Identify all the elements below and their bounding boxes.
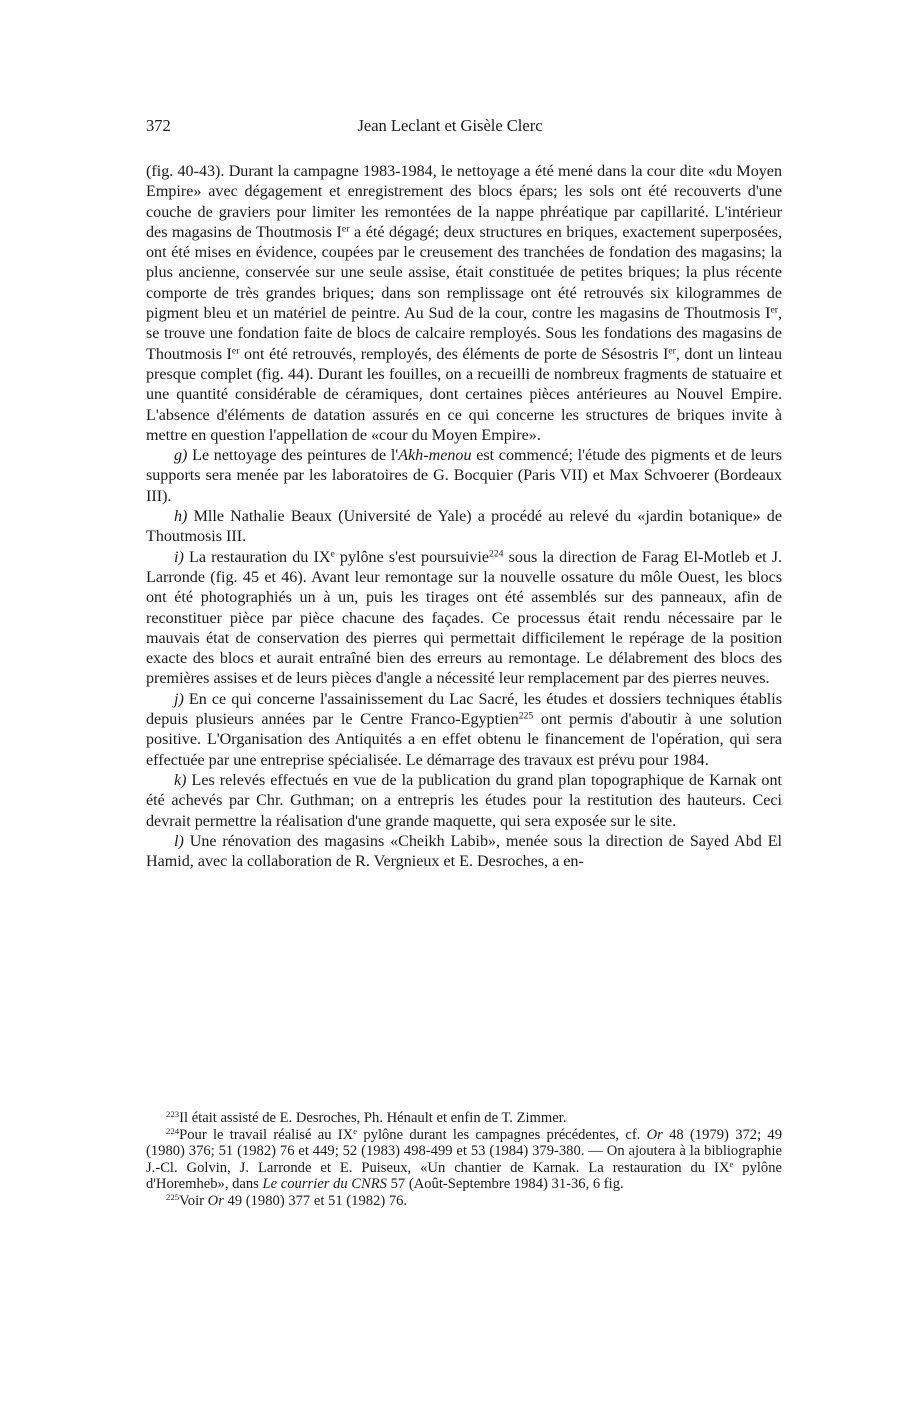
paragraph-h: h) Mlle Nathalie Beaux (Université de Yale) a procédé au relevé du «jardin botanique» de Thoutmosis III.: [146, 508, 782, 546]
footnote-224: $^{224}$Pour le travail réalisé au IXe pylône durant les campagnes précédentes, cf. Or 48 (1979) 372; 49 (1980) 376; 51 (1982) 76 et 449; 52 (1983) 498-499 et 53 (1984) 379-380. — On ajoutera à la bibliographie J.-Cl. Golvin, J. Larronde et E. Puiseux, «Un chantier de Karnak. La restauration du IXe pylône d'Horemheb», dans Le courrier du CNRS 57 (Août-Septembre 1984) 31-36, 6 fig.: [146, 1125, 783, 1193]
paragraph-j: j) En ce qui concerne l'assainissement du Lac Sacré, les études et dossiers techniques établis depuis plusieurs années par le Centre Franco-Egyptien$^{225}$ ont permis d'aboutir à une solution positive. L'Organisation des Antiquités a en effet obtenu le financement de l'opération, qui sera effectuée par une entreprise spécialisée. Le démarrage des travaux est prévu pour 1984.: [146, 690, 782, 769]
item-marker: l): [174, 832, 184, 850]
footnote-223: $^{223}$Il était assisté de E. Desroches, Ph. Hénault et enfin de T. Zimmer.: [166, 1109, 567, 1126]
item-marker: i): [174, 548, 184, 566]
footnotes: [146, 1110, 782, 1210]
item-marker: h): [174, 508, 188, 526]
item-marker: k): [174, 771, 187, 789]
footnote-225: $^{225}$Voir Or 49 (1980) 377 et 51 (1982) 76.: [166, 1192, 408, 1209]
paragraph-i: i) La restauration du IXe pylône s'est poursuivie$^{224}$ sous la direction de Farag El-Motleb et J. Larronde (fig. 45 et 46). Avant leur remontage sur la nouvelle ossature du môle Ouest, les blocs ont été photographiés un à un, puis les tirages ont été assemblés sur des panneaux, afin de reconstituer pièce par pièce chacune des façades. Ce processus était rendu nécessaire par le mauvais état de conservation des pierres qui permettait difficilement le repérage de la position exacte des blocs et aurait entraîné bien des erreurs au remontage. Le délabrement des blocs des premières assises et de leurs pièces d'angle a nécessité leur remplacement par des pierres neuves.: [146, 548, 783, 688]
footnote-number: 223: [166, 1109, 180, 1120]
footnote-number: 224: [166, 1125, 180, 1136]
footnote-number: 225: [166, 1192, 180, 1203]
item-marker: j): [174, 690, 184, 708]
paragraph-l: l) Une rénovation des magasins «Cheikh Labib», menée sous la direction de Sayed Abd El Hamid, avec la collaboration de R. Vergnieux et E. Desroches, a en-: [146, 832, 782, 871]
paragraph-cour-moyen-empire: (fig. 40-43). Durant la campagne 1983-1984, le nettoyage a été mené dans la cour dite «du Moyen Empire» avec dégagement et enregistrement des blocs épars; les sols ont été recouverts d'une couche de graviers pour limiter les remontées de la nappe phréatique par capillarité. L'intérieur des magasins de Thoutmosis Ier a été dégagé; deux structures en briques, exactement superposées, ont été mises en évidence, coupées par le creusement des tranchées de fondation des magasins; la plus ancienne, conservée sur une seule assise, était constituée de petites briques; la plus récente comporte de très grandes briques; dans son remplissage ont été retrouvés six kilogrammes de pigment bleu et un matériel de peintre. Au Sud de la cour, contre les magasins de Thoutmosis Ier, se trouve une fondation faite de blocs de calcaire remployés. Sous les fondations des magasins de Thoutmosis Ier ont été retrouvés, remployés, des éléments de porte de Sésostris Ier, dont un linteau presque complet (fig. 44). Durant les fouilles, on a recueilli de nombreux fragments de statuaire et une quantité considérable de céramiques, dont certaines pièces antérieures au Nouvel Empire. L'absence d'éléments de datation assurés en ce qui concerne les structures de briques invite à mettre en question l'appellation de «cour du Moyen Empire».: [146, 163, 782, 444]
main-text: [146, 162, 782, 872]
footnote-ref-225[interactable]: 225: [518, 710, 534, 722]
running-head: Jean Leclant et Gisèle Clerc: [357, 116, 543, 135]
page-number: 372: [146, 116, 171, 135]
footnote-ref-224[interactable]: 224: [489, 548, 504, 560]
page-header: [0, 116, 906, 138]
paragraph-g: g) Le nettoyage des peintures de l'Akh-menou est commencé; l'étude des pigments et de leurs supports sera menée par les laboratoires de G. Bocquier (Paris VII) et Max Schvoerer (Bordeaux III).: [146, 447, 782, 505]
item-marker: g): [174, 447, 188, 465]
paragraph-k: k) Les relevés effectués en vue de la publication du grand plan topographique de Karnak ont été achevés par Chr. Guthman; on a entrepris les études pour la restitution des hauteurs. Ceci devrait permettre la réalisation d'une grande maquette, qui sera exposée sur le site.: [146, 771, 782, 830]
